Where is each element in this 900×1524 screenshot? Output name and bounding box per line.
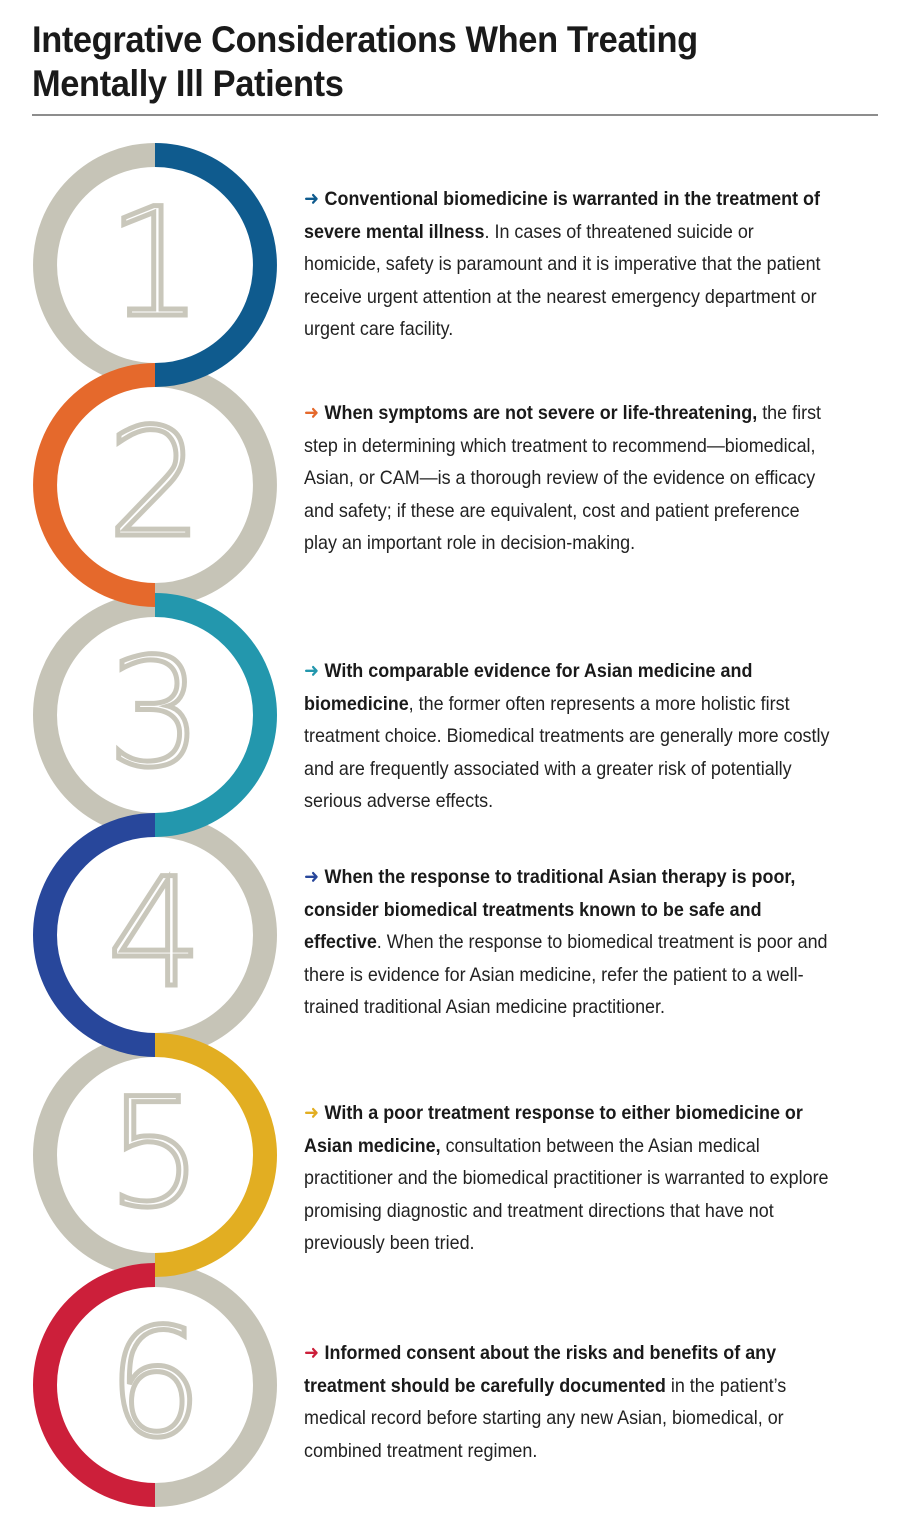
step-3-bold: With comparable evidence for Asian medicine and biomedicine	[304, 660, 753, 715]
step-4-body: . When the response to biomedical treatment is poor and there is evidence for Asian medicine, refer the patient to a well-trained traditional Asian medicine practitioner.	[304, 931, 828, 1018]
step-1-bold: Conventional biomedicine is warranted in the treatment of severe mental illness	[304, 188, 820, 243]
step-4-bold: When the response to traditional Asian therapy is poor, consider biomedical treatments known to be safe and effective	[304, 866, 796, 953]
arrow-right-icon: ➜	[304, 1342, 320, 1364]
arrow-right-icon: ➜	[304, 188, 320, 210]
step-6-bold: Informed consent about the risks and benefits of any treatment should be carefully documented	[304, 1342, 777, 1397]
ring-1-numeral: 1	[107, 177, 203, 351]
arrow-right-icon: ➜	[304, 1102, 320, 1124]
step-2-text	[304, 397, 830, 560]
numbered-rings	[0, 0, 300, 1524]
step-5-body: consultation between the Asian medical practitioner and the biomedical practitioner is warranted to explore promising diagnostic and treatment directions that have not previously been tried.	[304, 1134, 829, 1254]
ring-3-numeral: 3	[107, 627, 203, 801]
step-1-body: . In cases of threatened suicide or homicide, safety is paramount and it is imperative that the patient receive urgent attention at the nearest emergency department or urgent care facility.	[304, 220, 821, 340]
step-1-text	[304, 183, 830, 346]
ring-5-numeral: 5	[107, 1067, 203, 1241]
step-3-text	[304, 655, 830, 818]
step-6-text	[304, 1337, 830, 1467]
step-2-body: the first step in determining which treatment to recommend—biomedical, Asian, or CAM—is a thorough review of the evidence on efficacy and safety; if these are equivalent, cost and patient preference play an important role in decision-making.	[304, 402, 822, 554]
ring-6-numeral: 6	[107, 1297, 203, 1471]
arrow-right-icon: ➜	[304, 866, 320, 888]
step-5-bold: With a poor treatment response to either biomedicine or Asian medicine,	[304, 1102, 803, 1157]
step-2-bold: When symptoms are not severe or life-threatening,	[324, 402, 758, 424]
step-3-body: , the former often represents a more holistic first treatment choice. Biomedical treatments are generally more costly and are frequently associated with a greater risk of potentially serious adverse effects.	[304, 692, 830, 812]
arrow-right-icon: ➜	[304, 660, 320, 682]
title-line-1: Integrative Considerations When Treating	[32, 19, 698, 60]
step-5-text	[304, 1097, 830, 1260]
title-line-2: Mentally Ill Patients	[32, 63, 344, 104]
arrow-right-icon: ➜	[304, 402, 320, 424]
step-4-text	[304, 861, 830, 1024]
ring-2-numeral: 2	[107, 397, 203, 571]
ring-4-numeral: 4	[107, 847, 203, 1021]
step-6-body: in the patient’s medical record before starting any new Asian, biomedical, or combined treatment regimen.	[304, 1374, 787, 1462]
